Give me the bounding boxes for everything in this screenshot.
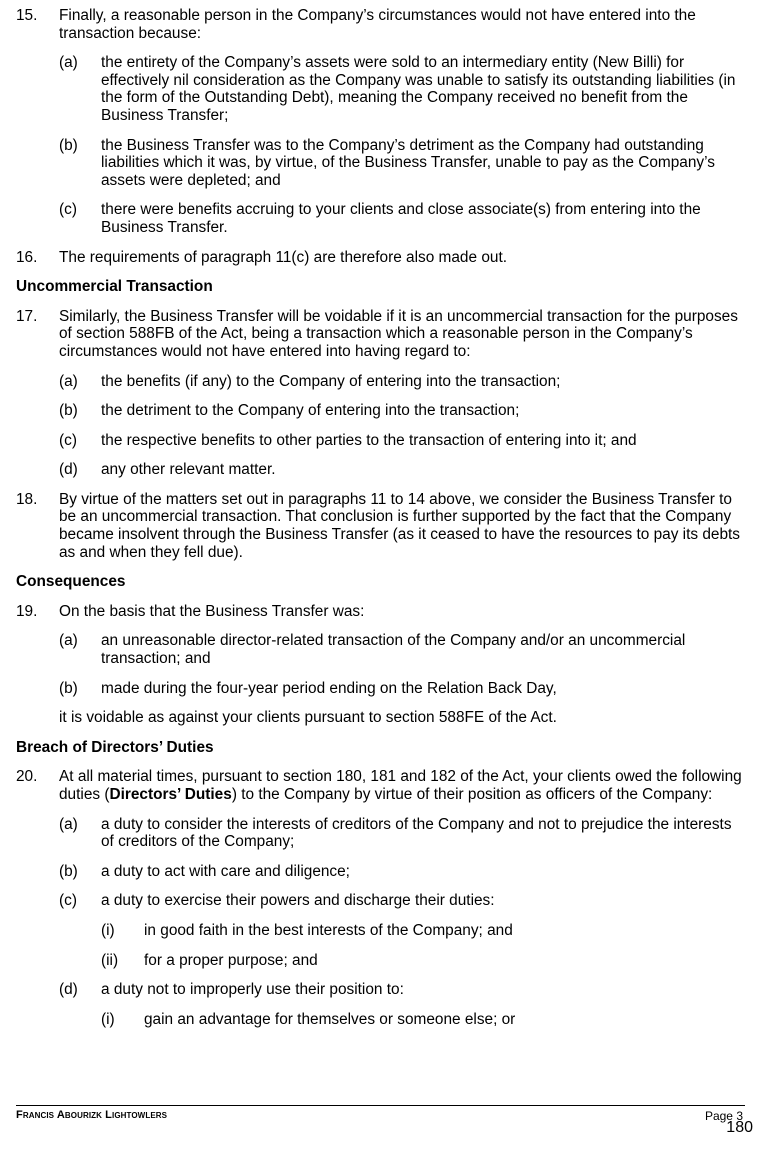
subparagraph-text: the detriment to the Company of entering into the transaction; [101, 402, 520, 420]
subparagraph-text: the Business Transfer was to the Company’s detriment as the Company had outstanding liabilities which it was, by virtue, of the Business Transfer, unable to pay as the Company’s assets were depleted; and [101, 136, 715, 189]
sub-subparagraph-number: (i) [101, 921, 115, 939]
paragraph-text: Similarly, the Business Transfer will be voidable if it is an uncommercial transaction for the purposes of section 588FB of the Act, being a transaction which a reasonable person in the Company’s circumstances would not have entered into having regard to: [59, 307, 738, 360]
paragraph-16 [16, 249, 746, 267]
sub-subparagraph-text: for a proper purpose; and [144, 951, 318, 969]
paragraph-number: 18. [16, 490, 38, 508]
paragraph-text: On the basis that the Business Transfer was: [59, 602, 365, 620]
subparagraph-number: (c) [59, 431, 77, 449]
paragraph-text: By virtue of the matters set out in paragraphs 11 to 14 above, we consider the Business Transfer to be an uncommercial transaction. That conclusion is further supported by the fact that the Company became insolvent through the Business Transfer (as it ceased to have the resources to pay its debts as and when they fell due). [59, 490, 740, 561]
paragraph-conclusion: it is voidable as against your clients pursuant to section 588FE of the Act. [59, 709, 557, 727]
subparagraph-number: (a) [59, 632, 78, 650]
text-segment: At all material times, pursuant to section 180, 181 and 182 of the Act, your clients owed the following duties ( [59, 768, 742, 803]
sub-subparagraph [101, 1011, 746, 1029]
subparagraph-text: the benefits (if any) to the Company of entering into the transaction; [101, 372, 561, 390]
subparagraph-text: the respective benefits to other parties to the transaction of entering into it; and [101, 431, 637, 449]
subparagraph [59, 632, 746, 667]
sub-subparagraph-text: gain an advantage for themselves or someone else; or [144, 1010, 516, 1028]
footer-page-number: 180 [726, 1119, 753, 1136]
paragraph-18 [16, 491, 746, 561]
subparagraph [59, 402, 746, 420]
paragraph-15 [16, 7, 746, 237]
subparagraph-number: (b) [59, 136, 78, 154]
subparagraph-text: made during the four-year period ending on the Relation Back Day, [101, 679, 557, 697]
subparagraph-number: (b) [59, 862, 78, 880]
document-page [16, 7, 746, 1040]
subparagraph [59, 201, 746, 236]
heading-uncommercial-transaction: Uncommercial Transaction [16, 278, 213, 296]
subparagraph-number: (c) [59, 892, 77, 910]
heading-consequences: Consequences [16, 573, 126, 591]
sub-subparagraph-number: (i) [101, 1010, 115, 1028]
subparagraph [59, 461, 746, 479]
sub-subparagraph-text: in good faith in the best interests of the Company; and [144, 921, 513, 939]
paragraph-number: 20. [16, 768, 38, 786]
subparagraph-text: a duty to act with care and diligence; [101, 862, 350, 880]
paragraph-number: 15. [16, 7, 38, 24]
paragraph-text: Finally, a reasonable person in the Company’s circumstances would not have entered into the transaction because: [59, 7, 696, 42]
subparagraph [59, 137, 746, 190]
subparagraph [59, 981, 746, 1028]
paragraph-text: The requirements of paragraph 11(c) are therefore also made out. [59, 248, 507, 266]
subparagraph [59, 863, 746, 881]
subparagraph-text: an unreasonable director-related transaction of the Company and/or an uncommercial transaction; and [101, 632, 686, 668]
paragraph-number: 19. [16, 602, 38, 620]
subparagraph [59, 373, 746, 391]
paragraph-20 [16, 768, 746, 1028]
defined-term: Directors’ Duties [109, 786, 232, 803]
subparagraph-text: a duty to consider the interests of creditors of the Company and not to prejudice the interests of creditors of the Company; [101, 815, 732, 851]
subparagraph-text: there were benefits accruing to your clients and close associate(s) from entering into the Business Transfer. [101, 201, 701, 236]
subparagraph-number: (d) [59, 461, 78, 479]
subparagraph-number: (d) [59, 981, 78, 999]
text-segment: ) to the Company by virtue of their position as officers of the Company: [231, 786, 713, 803]
subparagraph-text: a duty not to improperly use their position to: [101, 981, 404, 999]
footer-firm-name: Francis Abourizk Lightowlers [16, 1109, 168, 1121]
subparagraph-number: (b) [59, 679, 78, 697]
paragraph-number: 16. [16, 248, 38, 266]
subparagraph [59, 816, 746, 851]
sub-subparagraph [101, 952, 746, 970]
subparagraph-text: the entirety of the Company’s assets were sold to an intermediary entity (New Billi) for effectively nil consideration as the Company was unable to satisfy its outstanding liabilities (in the form of the Outstanding Debt), meaning the Company received no benefit from the Business Transfer; [101, 54, 736, 124]
paragraph-17 [16, 308, 746, 479]
subparagraph-number: (c) [59, 201, 77, 219]
paragraph-text [59, 768, 746, 803]
paragraph-19 [16, 603, 746, 727]
subparagraph-text: a duty to exercise their powers and discharge their duties: [101, 892, 495, 910]
footer-divider [16, 1105, 745, 1106]
heading-breach-of-directors-duties: Breach of Directors’ Duties [16, 738, 214, 756]
sub-subparagraph [101, 922, 746, 940]
subparagraph [59, 432, 746, 450]
sub-subparagraph-number: (ii) [101, 951, 119, 969]
subparagraph-number: (a) [59, 54, 78, 72]
subparagraph-number: (b) [59, 402, 78, 420]
subparagraph [59, 54, 746, 124]
subparagraph-number: (a) [59, 815, 78, 833]
paragraph-number: 17. [16, 307, 38, 325]
subparagraph-text: any other relevant matter. [101, 461, 276, 479]
subparagraph [59, 892, 746, 969]
subparagraph [59, 680, 746, 698]
footer-page-label: Page 3 [704, 1109, 743, 1123]
subparagraph-number: (a) [59, 372, 78, 390]
